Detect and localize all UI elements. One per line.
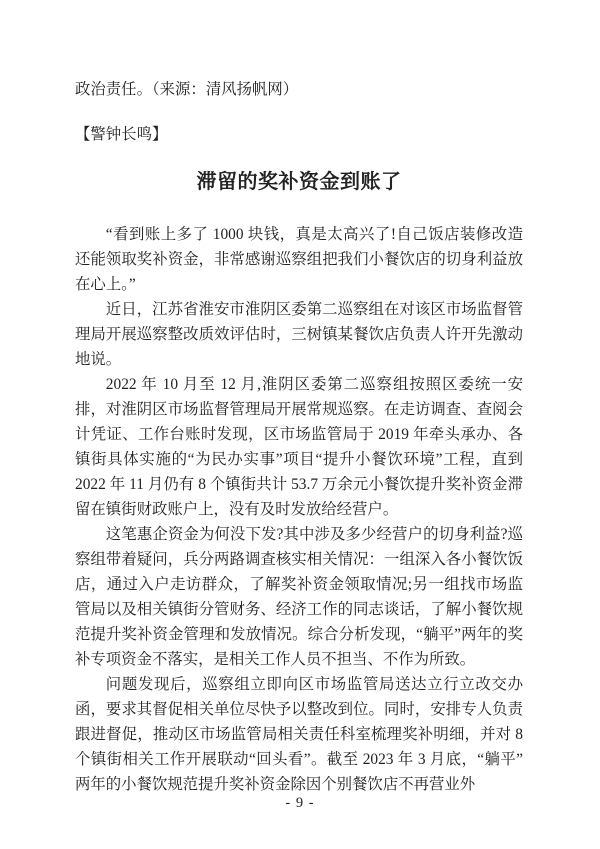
page-number: - 9 - — [285, 795, 315, 811]
section-label: 【警钟长鸣】 — [75, 126, 168, 143]
article-paragraph: 近日，江苏省淮安市淮阴区委第二巡察组在对该区市场监督管理局开展巡察整改质效评估时，三树镇某餐饮店负责人许开先激动地说。 — [75, 301, 523, 368]
article-paragraph: “看到账上多了 1000 块钱，真是太高兴了!自己饭店装修改造还能领取奖补资金，非常感谢巡察组把我们小餐饮店的切身利益放在心上。” — [75, 226, 523, 293]
article-paragraph: 2022 年 10 月至 12 月,淮阴区委第二巡察组按照区委统一安排，对淮阴区市场监督管理局开展常规巡察。在走访调查、查阅会计凭证、工作台账时发现，区市场监管局于 2019 年牵头承办、各镇街具体实施的“为民办实事”项目“提升小餐饮环境”工程，直到 2022 年 11 月仍有 8 个镇街共计 53.7 万余元小餐饮提升奖补资金滞留在镇街财政账户上，没有及时发放给经营户。 — [75, 376, 523, 518]
continuation-paragraph: 政治责任。（来源：清风扬帆网） — [75, 81, 299, 98]
article-body — [75, 222, 523, 797]
page-content — [75, 0, 523, 797]
article-paragraph: 问题发现后，巡察组立即向区市场监管局送达立行立改交办函，要求其督促相关单位尽快予以整改到位。同时，安排专人负责跟进督促，推动区市场监管局相关责任科室梳理奖补明细，并对 8 个镇街相关工作开展联动“回头看”。截至 2023 年 3 月底，“躺平”两年的小餐饮规范提升奖补资金除因个别餐饮店不再营业外 — [75, 676, 523, 793]
article-title: 滞留的奖补资金到账了 — [196, 171, 402, 193]
article-paragraph: 这笔惠企资金为何没下发?其中涉及多少经营户的切身利益?巡察组带着疑问，兵分两路调查核实相关情况：一组深入各小餐饮饭店，通过入户走访群众，了解奖补资金领取情况;另一组找市场监管局以及相关镇街分管财务、经济工作的同志谈话，了解小餐饮规范提升奖补资金管理和发放情况。综合分析发现，“躺平”两年的奖补专项资金不落实，是相关工作人员不担当、不作为所致。 — [75, 526, 523, 668]
